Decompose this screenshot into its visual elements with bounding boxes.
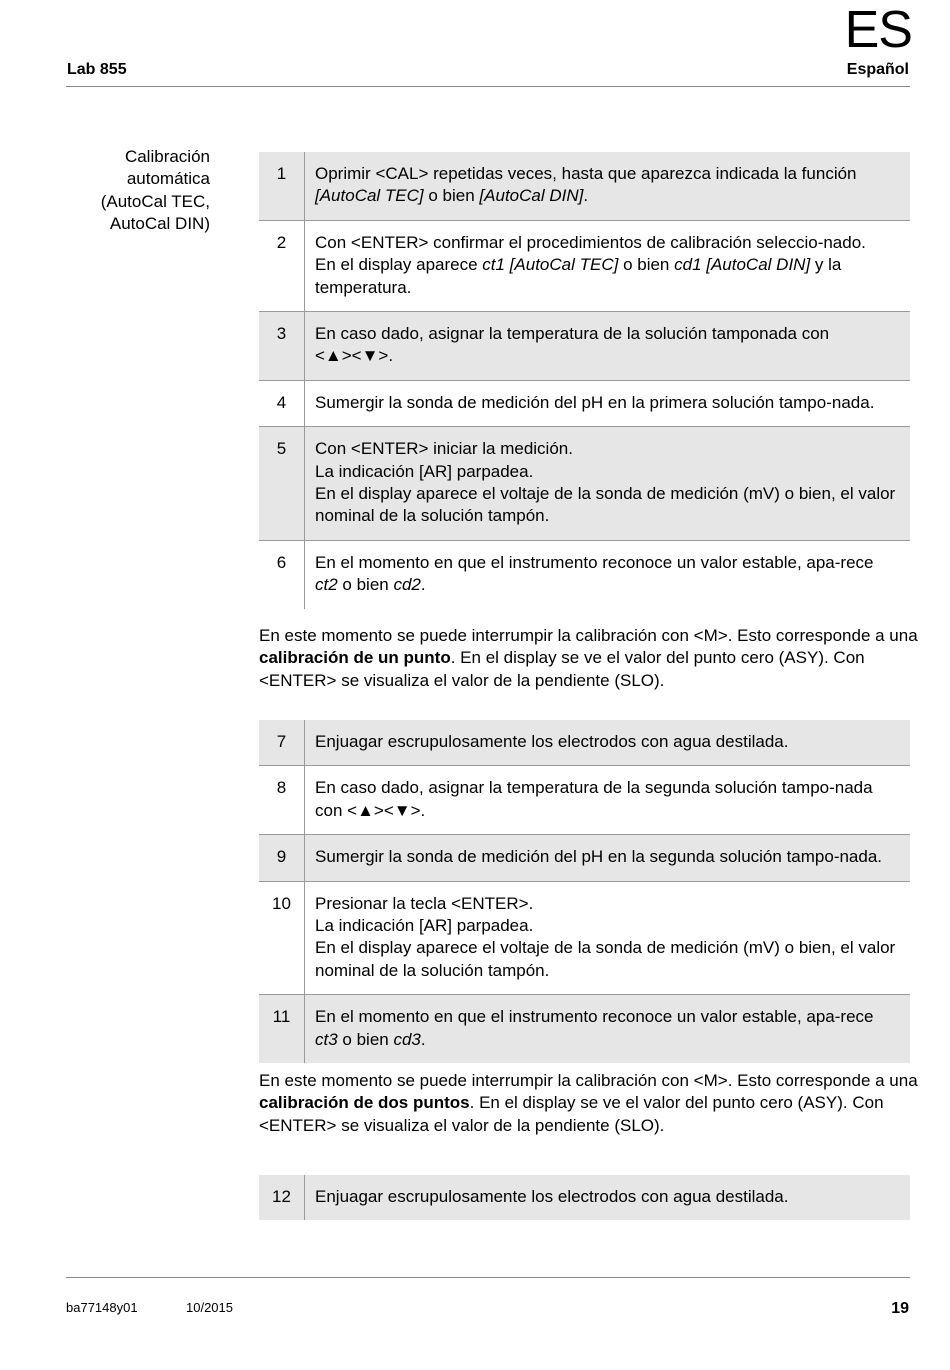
section-title [60, 146, 210, 236]
step-text: Enjuagar escrupulosamente los electrodos con agua destilada. [315, 1187, 789, 1206]
step-row [259, 835, 910, 881]
step-text: Sumergir la sonda de medición del pH en la segunda solución tampo-nada. [315, 847, 883, 867]
step-row [259, 995, 910, 1063]
step-text: En el momento en que el instrumento reconoce un valor estable, apa-rece ct3 o bien cd3. [315, 1007, 874, 1049]
note-two-point: En este momento se puede interrumpir la calibración con <M>. Esto corresponde a una calibración de dos puntos. En el display se ve el valor del punto cero (ASY). Con <ENTER> se visualiza el valor de la pendiente (SLO). [259, 1071, 918, 1135]
step-number: 3 [259, 312, 305, 381]
step-row [259, 152, 910, 220]
step-text: Sumergir la sonda de medición del pH en la primera solución tampo-nada. [315, 392, 875, 412]
step-number: 12 [259, 1175, 305, 1220]
step-text: En caso dado, asignar la temperatura de la segunda solución tampo-nada con <▲><▼>. [315, 778, 873, 820]
step-row [259, 720, 910, 766]
step-number: 8 [259, 766, 305, 835]
section-title-line: (AutoCal TEC, [100, 191, 210, 211]
step-text: Presionar la tecla <ENTER>. La indicación [AR] parpadea. En el display aparece el voltaje de la sonda de medición (mV) o bien, el valor nominal de la solución tampón. [315, 893, 896, 980]
step-number: 9 [259, 835, 305, 881]
step-row [259, 380, 910, 426]
step-text: En el momento en que el instrumento reconoce un valor estable, apa-rece ct2 o bien cd2. [315, 552, 874, 595]
section-title-line: automática [126, 169, 210, 189]
section-title-line: AutoCal DIN) [109, 214, 210, 234]
header-rule [66, 86, 910, 87]
step-text: En caso dado, asignar la temperatura de la solución tamponada con <▲><▼>. [315, 324, 830, 366]
step-number: 7 [259, 720, 305, 766]
document-date: 10/2015 [186, 1300, 233, 1315]
step-number: 6 [259, 540, 305, 608]
step-text: Enjuagar escrupulosamente los electrodos con agua destilada. [315, 732, 789, 751]
document-code: ba77148y01 [66, 1300, 138, 1315]
step-text: Oprimir <CAL> repetidas veces, hasta que aparezca indicada la función [AutoCal TEC] o bien [AutoCal DIN]. [315, 164, 857, 206]
step-text: Con <ENTER> confirmar el procedimientos de calibración seleccio-nado. En el display aparece ct1 [AutoCal TEC] o bien cd1 [AutoCal DIN] y la temperatura. [315, 232, 866, 297]
step-row [259, 881, 910, 995]
page-number: 19 [891, 1300, 909, 1317]
step-text: Con <ENTER> iniciar la medición. La indicación [AR] parpadea. En el display aparece el voltaje de la sonda de medición (mV) o bien, el valor nominal de la solución tampón. [315, 439, 896, 526]
step-row [259, 427, 910, 541]
step-row [259, 766, 910, 835]
footer-rule [66, 1277, 910, 1278]
steps-table-1 [259, 152, 910, 609]
section-title-line: Calibración [124, 147, 210, 166]
step-number: 1 [259, 152, 305, 220]
step-number: 2 [259, 220, 305, 311]
note-one-point: En este momento se puede interrumpir la calibración con <M>. Esto corresponde a una calibración de un punto. En el display se ve el valor del punto cero (ASY). Con <ENTER> se visualiza el valor de la pendiente (SLO). [259, 626, 918, 690]
step-row [259, 540, 910, 608]
step-row [259, 1175, 910, 1220]
step-number: 11 [259, 995, 305, 1063]
step-number: 5 [259, 427, 305, 541]
step-number: 10 [259, 881, 305, 995]
product-name: Lab 855 [67, 61, 127, 78]
step-row [259, 312, 910, 381]
header-language: Español [846, 61, 909, 78]
step-row [259, 220, 910, 311]
steps-table-3 [259, 1175, 910, 1220]
step-number: 4 [259, 380, 305, 426]
language-code: ES [844, 1, 912, 59]
steps-table-2 [259, 720, 910, 1063]
